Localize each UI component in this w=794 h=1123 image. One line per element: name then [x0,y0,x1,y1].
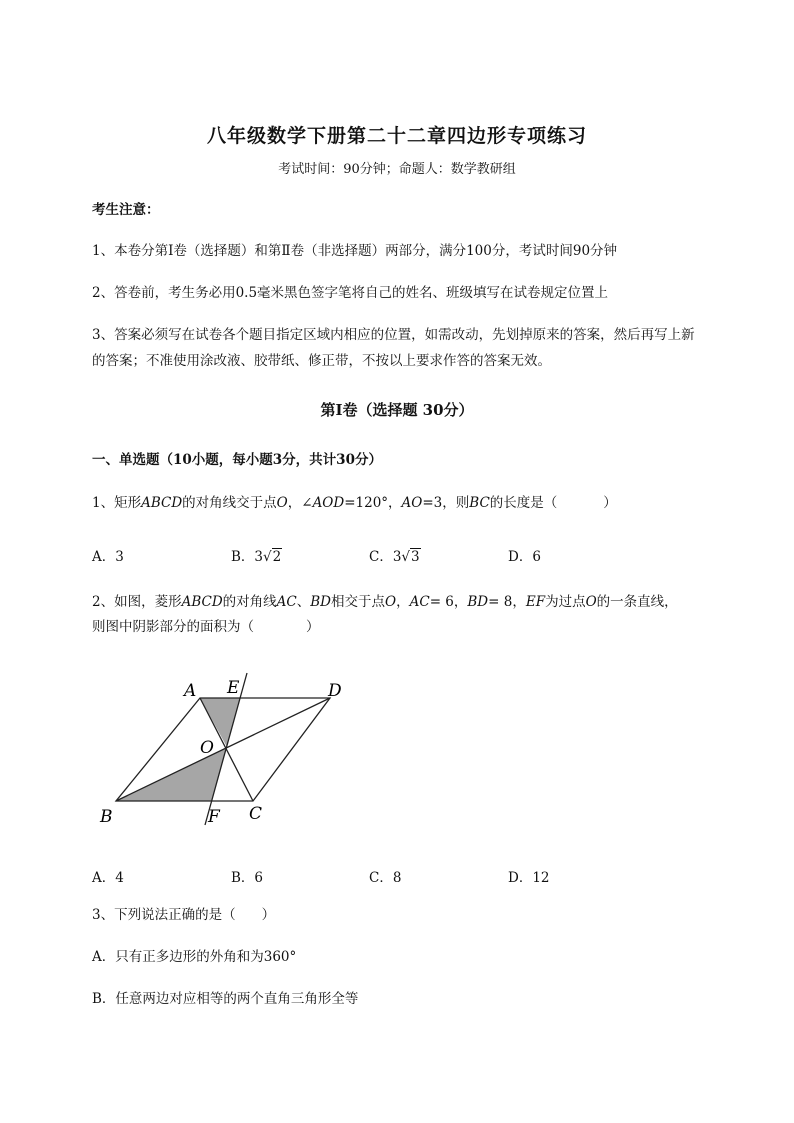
question-2-option-b: B．6 [231,870,264,886]
question-3-option-a: A．只有正多边形的外角和为360° [92,949,297,965]
question-1-option-c: C．3√3 [369,549,420,565]
section-heading: 一、单选题（10小题，每小题3分，共计30分） [92,452,382,468]
label-d: D [328,681,342,701]
notice-item-2: 2、答卷前，考生务必用0.5毫米黑色签字笔将自己的姓名、班级填写在试卷规定位置上 [92,285,609,301]
label-o: O [200,738,214,758]
question-1-option-b: B．3√2 [231,549,282,565]
question-2-option-a: A．4 [92,870,124,886]
page-subtitle: 考试时间：90分钟；命题人：数学教研组 [278,162,516,177]
rhombus-figure [90,665,370,835]
notice-item-3-cont: 的答案；不准使用涂改液、胶带纸、修正带，不按以上要求作答的答案无效。 [92,353,551,369]
question-1-option-d: D．6 [508,549,541,565]
page-title: 八年级数学下册第二十二章四边形专项练习 [206,125,587,147]
notice-heading: 考生注意： [92,202,160,218]
question-3-option-b: B．任意两边对应相等的两个直角三角形全等 [92,991,359,1007]
question-1-option-a: A．3 [92,549,124,565]
question-2-stem: 2、如图，菱形ABCD的对角线AC、BD相交于点O，AC= 6，BD= 8，EF为过点O的一条直线， [92,594,678,610]
notice-item-1: 1、本卷分第I卷（选择题）和第Ⅱ卷（非选择题）两部分，满分100分，考试时间90分钟 [92,243,618,259]
question-2-option-d: D．12 [508,870,550,886]
label-b: B [100,807,113,827]
label-f: F [208,807,220,827]
label-e: E [227,678,240,698]
question-2-option-c: C．8 [369,870,402,886]
part1-heading: 第I卷（选择题 30分） [320,401,474,419]
question-1-stem: 1、矩形ABCD的对角线交于点O，∠AOD=120°，AO=3，则BC的长度是（ ） [92,495,617,511]
label-a: A [184,681,197,701]
notice-item-3: 3、答案必须写在试卷各个题目指定区域内相应的位置，如需改动，先划掉原来的答案，然后再写上新 [92,327,695,343]
label-c: C [249,804,263,824]
question-2-stem-cont: 则图中阴影部分的面积为（ ） [92,619,320,635]
question-3-stem: 3、下列说法正确的是（ ） [92,907,276,923]
